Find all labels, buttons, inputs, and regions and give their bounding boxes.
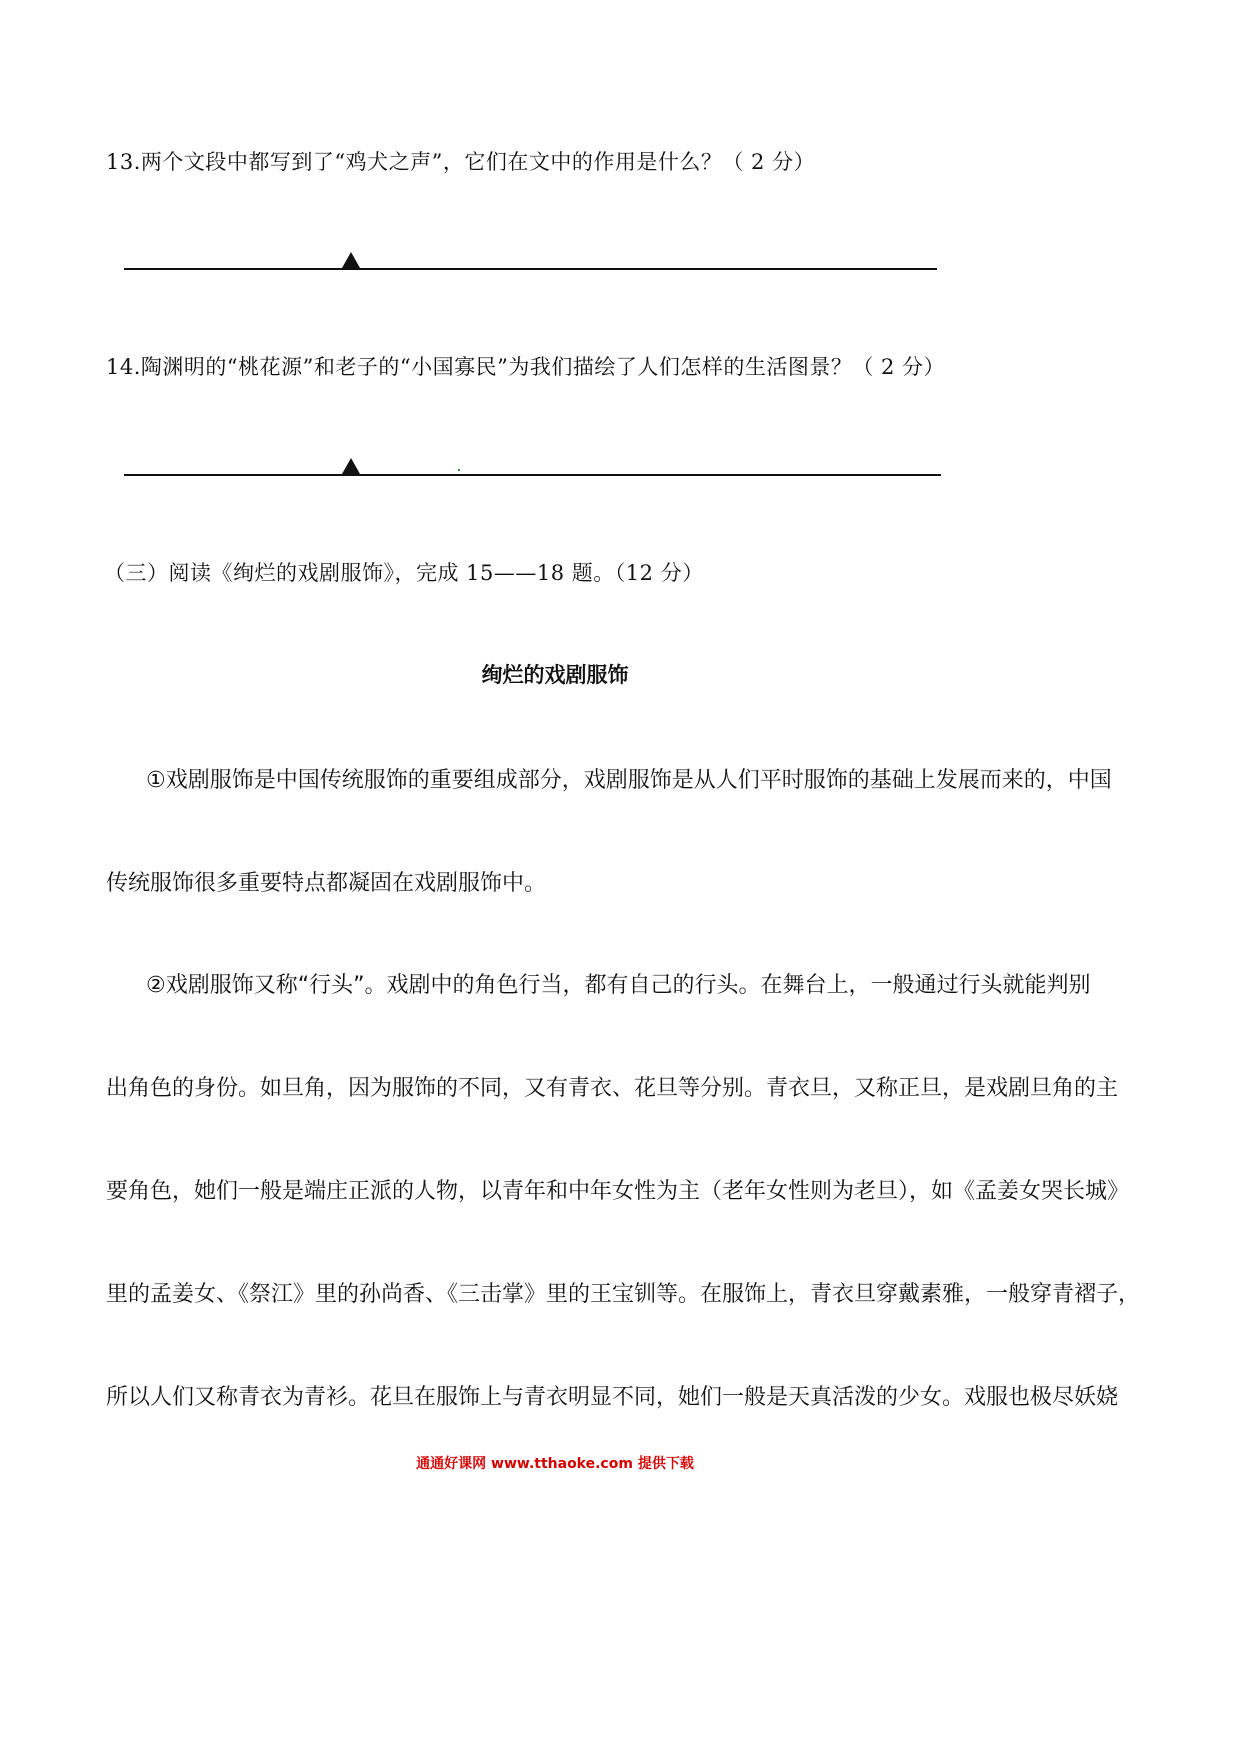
article-line-3: ②戏剧服饰又称“行头”。戏剧中的角色行当，都有自己的行头。在舞台上，一般通过行头就能判别 xyxy=(146,973,1091,998)
speck-mark xyxy=(458,469,460,471)
question-13-text: 13.两个文段中都写到了“鸡犬之声”，它们在文中的作用是什么？（ 2 分） xyxy=(106,150,816,174)
question-14-text: 14.陶渊明的“桃花源”和老子的“小国寡民”为我们描绘了人们怎样的生活图景？（ 2 分） xyxy=(106,355,946,379)
footer-download-note[interactable]: 通通好课网 www.tthaoke.com 提供下载 xyxy=(416,1456,694,1472)
answer-marker-triangle-icon xyxy=(342,458,360,474)
answer-line-14[interactable] xyxy=(124,474,941,476)
article-line-1: ①戏剧服饰是中国传统服饰的重要组成部分，戏剧服饰是从人们平时服饰的基础上发展而来的，中国 xyxy=(146,768,1112,793)
answer-line-13[interactable] xyxy=(124,268,937,270)
article-title: 绚烂的戏剧服饰 xyxy=(481,663,629,687)
article-line-4: 出角色的身份。如旦角，因为服饰的不同，又有青衣、花旦等分别。青衣旦，又称正旦，是戏剧旦角的主 xyxy=(106,1076,1119,1101)
article-line-5: 要角色，她们一般是端庄正派的人物，以青年和中年女性为主（老年女性则为老旦），如《孟姜女哭长城》 xyxy=(106,1179,1130,1204)
section-heading: （三）阅读《绚烂的戏剧服饰》，完成 15——18 题。（12 分） xyxy=(104,561,704,585)
article-line-6: 里的孟姜女、《祭江》里的孙尚香、《三击掌》里的王宝钏等。在服饰上，青衣旦穿戴素雅，一般穿青褶子， xyxy=(106,1282,1141,1307)
article-line-7: 所以人们又称青衣为青衫。花旦在服饰上与青衣明显不同，她们一般是天真活泼的少女。戏服也极尽妖娆 xyxy=(106,1385,1119,1410)
answer-marker-triangle-icon xyxy=(342,252,360,268)
article-line-2: 传统服饰很多重要特点都凝固在戏剧服饰中。 xyxy=(106,871,547,896)
